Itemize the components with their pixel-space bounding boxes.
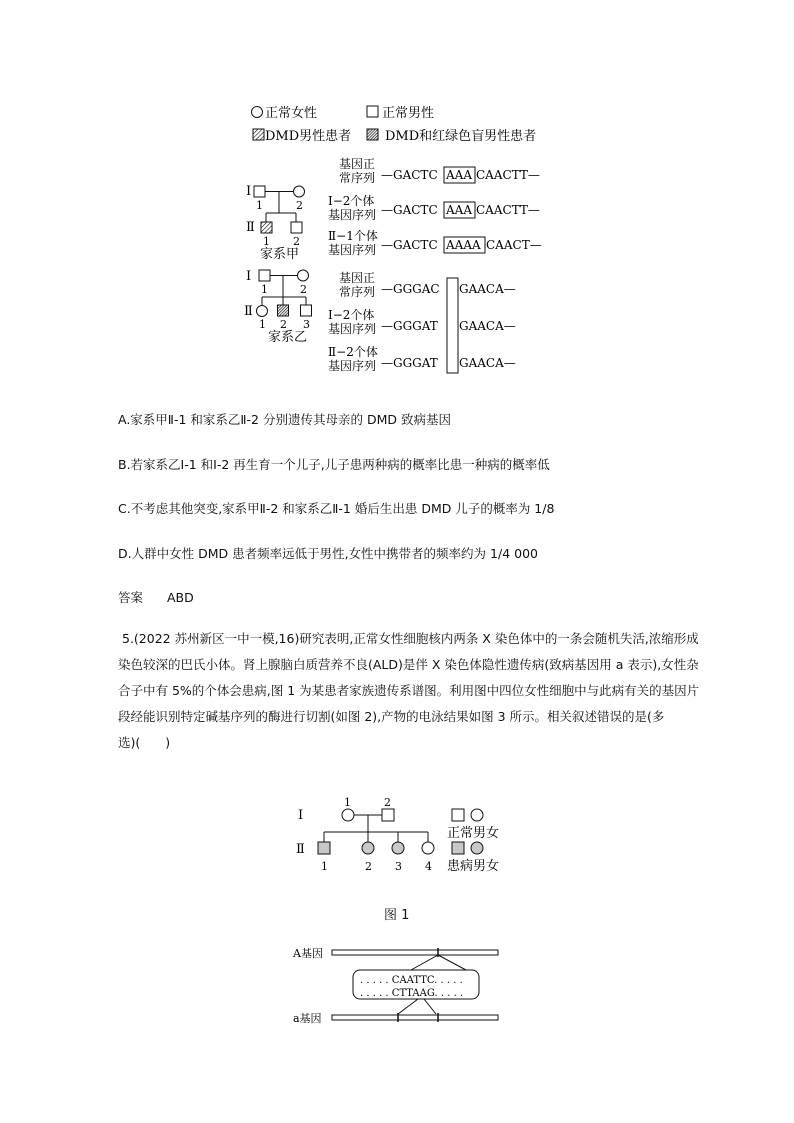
option-d: D.人群中女性 DMD 患者频率远低于男性,女性中携带者的频率约为 1/4 000 <box>118 546 538 561</box>
svg-text:GAACA—: GAACA— <box>459 282 516 296</box>
svg-text:1: 1 <box>344 796 351 809</box>
svg-text:3: 3 <box>395 860 402 873</box>
family-b-pedigree <box>244 269 312 345</box>
svg-text:基因正: 基因正 <box>339 157 376 171</box>
svg-text:—GACTC: —GACTC <box>381 238 438 252</box>
svg-text:CAACTT—: CAACTT— <box>476 168 540 182</box>
figure-1-caption: 图 1 <box>384 908 410 923</box>
restriction-site-figure <box>290 940 510 1030</box>
question-5 <box>118 626 699 756</box>
svg-text:GAACA—: GAACA— <box>459 319 516 333</box>
svg-text:Ⅱ−2个体: Ⅱ−2个体 <box>328 345 378 359</box>
svg-text:2: 2 <box>296 199 303 212</box>
option-c: C.不考虑其他突变,家系甲Ⅱ-2 和家系乙Ⅱ-1 婚后生出患 DMD 儿子的概率为 1/8 <box>118 501 555 516</box>
svg-text:Ⅰ−2个体: Ⅰ−2个体 <box>328 308 375 322</box>
legend-dmd-male-icon <box>253 129 264 140</box>
legend-normal-female-label: 正常女性 <box>265 106 318 121</box>
svg-text:2: 2 <box>293 235 300 248</box>
svg-text:—GACTC: —GACTC <box>381 168 438 182</box>
svg-text:Ⅰ: Ⅰ <box>298 808 304 823</box>
svg-text:家系甲: 家系甲 <box>260 247 300 262</box>
svg-text:1: 1 <box>256 199 263 212</box>
svg-text:—GACTC: —GACTC <box>381 203 438 217</box>
answer-value: ABD <box>167 590 194 605</box>
svg-text:1: 1 <box>261 283 268 296</box>
svg-text:A基因: A基因 <box>293 947 323 960</box>
option-b: B.若家系乙Ⅰ-1 和Ⅰ-2 再生育一个儿子,儿子患两种病的概率比患一种病的概率低 <box>118 457 550 472</box>
svg-text:CAACT—: CAACT— <box>486 238 542 252</box>
svg-text:常序列: 常序列 <box>339 285 376 299</box>
svg-text:3: 3 <box>303 318 310 331</box>
legend-normal-female-icon <box>252 107 263 118</box>
q5-line-3: 合子中有 5%的个体会患病,图 1 为某患者家族遗传系谱图。利用图中四位女性细胞中与此病有关的基因片 <box>118 683 700 698</box>
svg-text:CAACTT—: CAACTT— <box>476 203 540 217</box>
svg-text:基因正: 基因正 <box>339 271 376 285</box>
legend-dmd-cb-male-icon <box>367 129 378 140</box>
family-a-pedigree <box>246 184 305 262</box>
svg-text:AAA: AAA <box>446 203 472 217</box>
svg-text:基因序列: 基因序列 <box>328 322 377 336</box>
svg-text:AAAA: AAAA <box>446 238 481 252</box>
svg-text:Ⅱ: Ⅱ <box>246 220 255 235</box>
q5-line-5: 选)( ) <box>118 735 171 750</box>
legend-normal-male-icon <box>367 106 378 117</box>
ald-pedigree-figure <box>290 790 510 885</box>
svg-text:Ⅱ: Ⅱ <box>296 842 305 857</box>
svg-text:1: 1 <box>259 318 266 331</box>
svg-text:a基因: a基因 <box>293 1012 322 1025</box>
svg-text:Ⅱ−1个体: Ⅱ−1个体 <box>328 229 378 243</box>
answer-row <box>118 588 194 606</box>
svg-text:2: 2 <box>365 860 372 873</box>
svg-text:Ⅱ: Ⅱ <box>244 304 253 319</box>
q5-line-1: 5.(2022 苏州新区一中一模,16)研究表明,正常女性细胞核内两条 X 染色体中的一条会随机失活,浓缩形成 <box>122 631 699 646</box>
svg-text:. . . . . CTTAAG. . . . .: . . . . . CTTAAG. . . . . <box>360 988 464 999</box>
svg-text:基因序列: 基因序列 <box>328 243 377 257</box>
svg-text:Ⅰ: Ⅰ <box>246 184 252 199</box>
svg-text:1: 1 <box>263 235 270 248</box>
svg-text:家系乙: 家系乙 <box>268 330 308 345</box>
svg-text:AAA: AAA <box>446 168 472 182</box>
svg-text:患病男女: 患病男女 <box>447 859 500 874</box>
family-b-sequences <box>328 271 516 373</box>
legend-dmd-cb-male-label: DMD和红绿色盲男性患者 <box>385 129 537 144</box>
svg-text:2: 2 <box>384 796 391 809</box>
legend-dmd-male-label: DMD男性患者 <box>265 129 352 144</box>
q5-line-2: 染色较深的巴氏小体。肾上腺脑白质营养不良(ALD)是伴 X 染色体隐性遗传病(致病基因用 a 表示),女性杂 <box>118 657 699 672</box>
svg-text:Ⅰ−2个体: Ⅰ−2个体 <box>328 194 375 208</box>
svg-text:正常男女: 正常男女 <box>447 826 500 841</box>
svg-text:. . . . . CAATTC. . . . .: . . . . . CAATTC. . . . . <box>360 975 463 986</box>
svg-text:Ⅰ: Ⅰ <box>246 269 252 284</box>
svg-text:基因序列: 基因序列 <box>328 208 377 222</box>
svg-text:2: 2 <box>300 283 307 296</box>
svg-text:2: 2 <box>280 318 287 331</box>
svg-text:常序列: 常序列 <box>339 171 376 185</box>
svg-text:—GGGAT: —GGGAT <box>381 319 438 333</box>
answer-label: 答案 <box>118 590 144 605</box>
svg-text:GAACA—: GAACA— <box>459 356 516 370</box>
q5-line-4: 段经能识别特定碱基序列的酶进行切割(如图 2),产物的电泳结果如图 3 所示。相关叙述错误的是(多 <box>118 709 665 724</box>
option-a: A.家系甲Ⅱ-1 和家系乙Ⅱ-2 分别遗传其母亲的 DMD 致病基因 <box>118 412 451 427</box>
svg-text:1: 1 <box>321 860 328 873</box>
dmd-pedigree-figure <box>240 100 570 385</box>
svg-text:—GGGAC: —GGGAC <box>381 282 440 296</box>
family-a-sequences <box>328 157 542 257</box>
svg-text:基因序列: 基因序列 <box>328 359 377 373</box>
mutation-column-box <box>447 278 458 373</box>
svg-text:4: 4 <box>425 860 432 873</box>
legend-normal-male-label: 正常男性 <box>382 106 435 121</box>
svg-text:—GGGAT: —GGGAT <box>381 356 438 370</box>
